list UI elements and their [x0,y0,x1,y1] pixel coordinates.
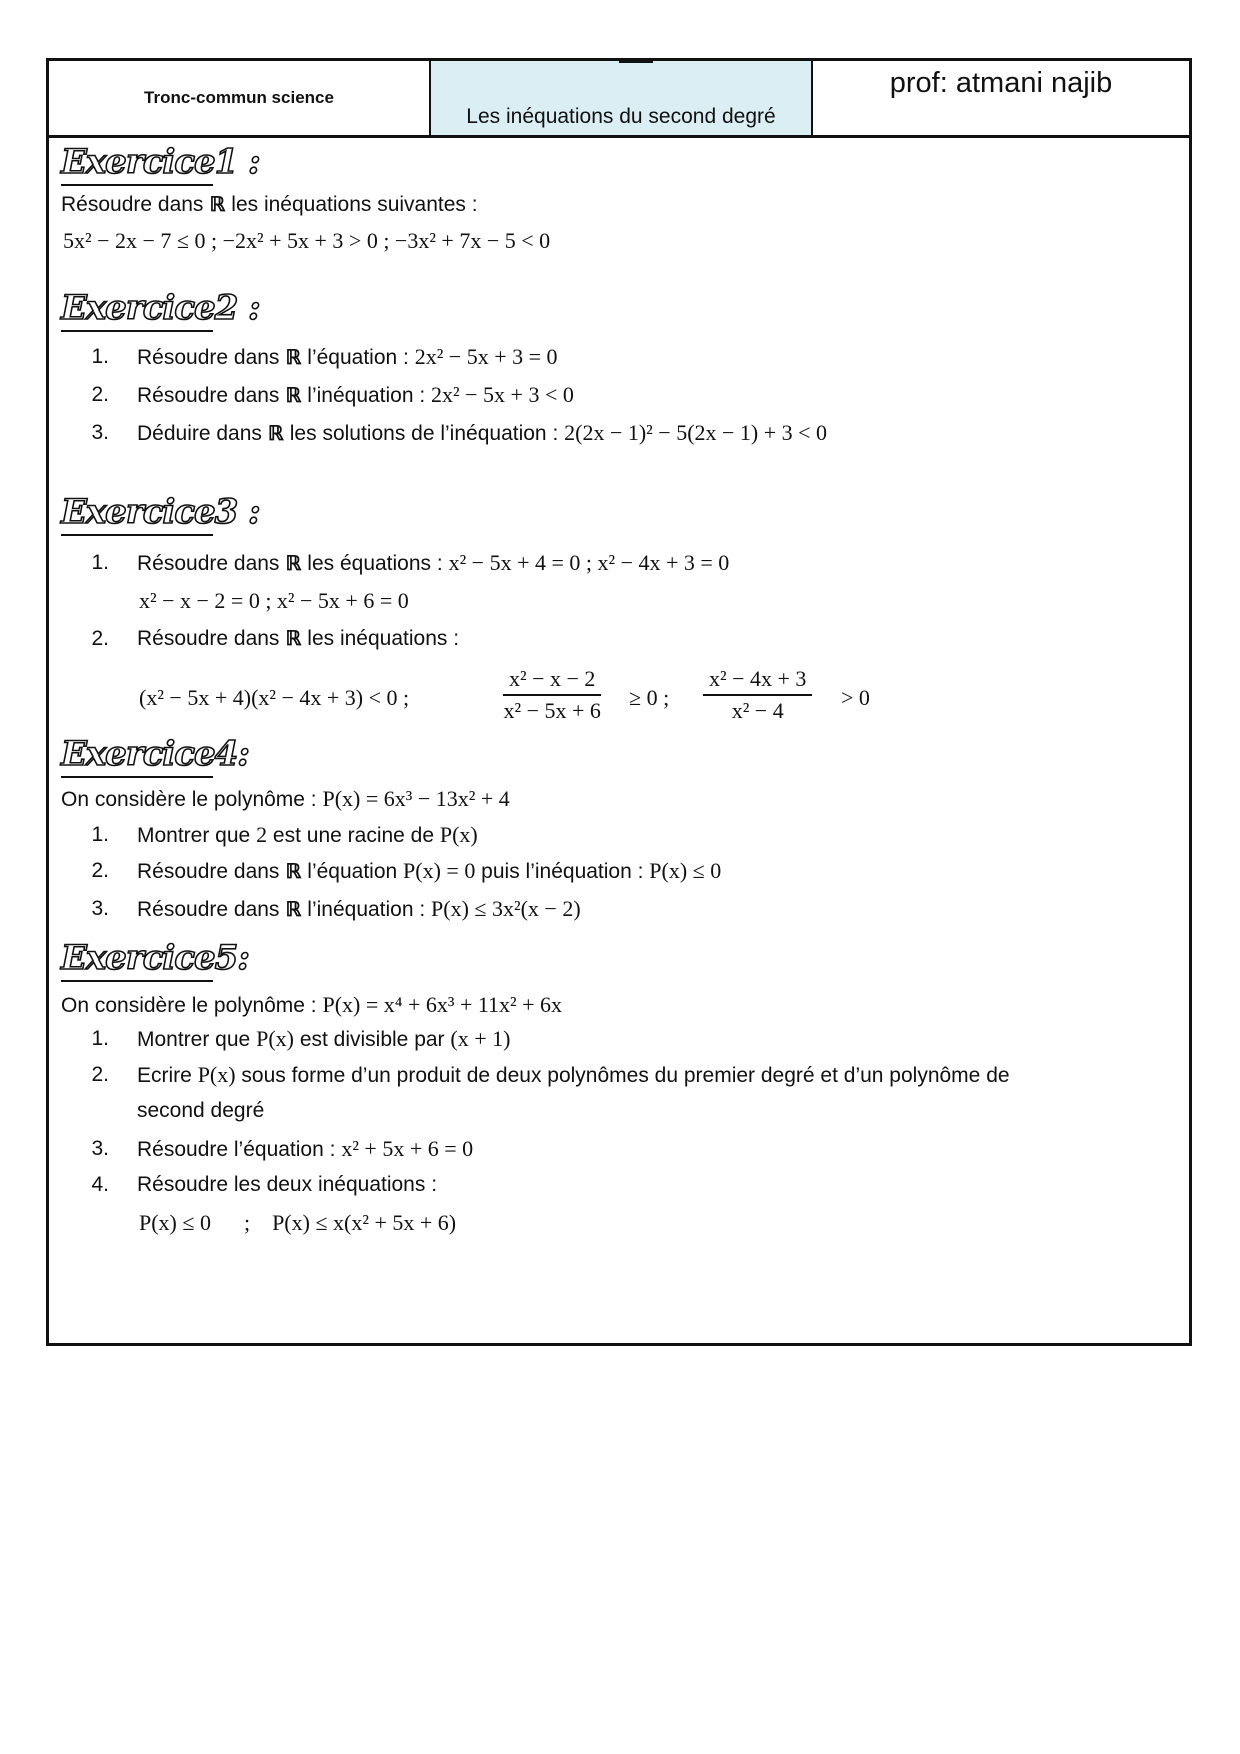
reals-symbol: ℝ [285,553,302,575]
fraction-1-numerator: x² − x − 2 [503,666,601,696]
exercise-1-inequations: 5x² − 2x − 7 ≤ 0 ; −2x² + 5x + 3 > 0 ; −3x² + 7x − 5 < 0 [63,228,551,253]
exercise-4-underline [61,776,213,778]
exercises-content [49,138,1189,1343]
exercise-1-intro: Résoudre dans ℝ les inéquations suivantes : [61,193,478,216]
fraction-1-relation: ≥ 0 ; [629,685,670,710]
exercise-5-title: Exercice5: [61,938,249,978]
exercise-4-item-2-number: 2. [91,859,109,882]
fraction-2-denominator: x² − 4 [731,698,784,723]
reals-symbol: ℝ [267,423,284,445]
exercise-4-item-2: Résoudre dans ℝ l’équation P(x) = 0 puis l’inéquation : P(x) ≤ 0 [137,858,722,883]
exercise-3-fraction-1 [503,666,601,724]
exercise-5-item-2-number: 2. [91,1063,109,1086]
reals-symbol: ℝ [285,899,302,921]
exercise-4-intro: On considère le polynôme : P(x) = 6x³ − 13x² + 4 [61,786,510,811]
exercise-4-item-3-number: 3. [91,897,109,920]
topic-title: Les inéquations du second degré [466,105,776,128]
header-table [49,61,1189,138]
exercise-5-item-4: Résoudre les deux inéquations : [137,1173,438,1196]
exercise-2-item-1-number: 1. [91,345,109,368]
exercise-2-title: Exercice2 : [61,288,260,328]
exercise-2-item-2-number: 2. [91,383,109,406]
exercise-4-item-3: Résoudre dans ℝ l’inéquation : P(x) ≤ 3x²(x − 2) [137,896,581,921]
exercise-5-item-2-line-2: second degré [137,1099,265,1122]
exercise-5-inequations: P(x) ≤ 0 ; P(x) ≤ x(x² + 5x + 6) [139,1210,457,1235]
reals-symbol: ℝ [285,347,302,369]
fraction-2-relation: > 0 [841,685,870,710]
fraction-2-numerator: x² − 4x + 3 [703,666,812,696]
reals-symbol: ℝ [209,194,226,216]
reals-symbol: ℝ [285,628,302,650]
exercise-3-item-1: Résoudre dans ℝ les équations : x² − 5x + 4 = 0 ; x² − 4x + 3 = 0 [137,550,730,575]
exercise-2-item-1: Résoudre dans ℝ l’équation : 2x² − 5x + 3 = 0 [137,344,558,369]
author-label: prof: atmani najib [889,67,1113,99]
exercise-3-underline [61,534,213,536]
level-label: Tronc-commun science [144,88,334,107]
exercise-5-item-3: Résoudre l’équation : x² + 5x + 6 = 0 [137,1136,474,1161]
exercise-2-item-3: Déduire dans ℝ les solutions de l’inéquation : 2(2x − 1)² − 5(2x − 1) + 3 < 0 [137,420,828,445]
exercise-5-item-4-number: 4. [91,1173,109,1196]
exercise-5-item-3-number: 3. [91,1137,109,1160]
exercise-2-underline [61,330,213,332]
exercise-3-item-2: Résoudre dans ℝ les inéquations : [137,627,460,650]
header-topic-cell [431,61,813,135]
exercise-4-item-1-number: 1. [91,823,109,846]
exercise-5-item-1-number: 1. [91,1027,109,1050]
header-author-cell [813,61,1189,135]
exercise-5-intro: On considère le polynôme : P(x) = x⁴ + 6x³ + 11x² + 6x [61,992,563,1017]
exercise-3-item-2-number: 2. [91,627,109,650]
header-level-cell [49,61,431,135]
worksheet-frame [46,58,1192,1346]
reals-symbol: ℝ [285,861,302,883]
exercise-3-fraction-2 [703,666,812,724]
exercise-4-title: Exercice4: [61,734,249,774]
fraction-1-denominator: x² − 5x + 6 [503,698,601,723]
exercise-1-title: Exercice1 : [61,142,260,182]
exercise-3-product-inequation: (x² − 5x + 4)(x² − 4x + 3) < 0 ; [139,685,410,710]
exercise-3-item-1-number: 1. [91,551,109,574]
exercise-2-item-3-number: 3. [91,421,109,444]
exercise-5-underline [61,980,213,982]
exercise-3-title: Exercice3 : [61,492,260,532]
exercise-5-item-1: Montrer que P(x) est divisible par (x + 1) [137,1026,511,1051]
exercise-3-item-1-equations-line-2: x² − x − 2 = 0 ; x² − 5x + 6 = 0 [139,588,409,613]
exercise-4-item-1: Montrer que 2 est une racine de P(x) [137,822,478,847]
reals-symbol: ℝ [285,385,302,407]
exercise-1-underline [61,184,213,186]
header-tick-mark [619,61,653,63]
exercise-2-item-2: Résoudre dans ℝ l’inéquation : 2x² − 5x + 3 < 0 [137,382,574,407]
exercise-5-item-2: Ecrire P(x) sous forme d’un produit de deux polynômes du premier degré et d’un polynôme de [137,1062,1010,1087]
